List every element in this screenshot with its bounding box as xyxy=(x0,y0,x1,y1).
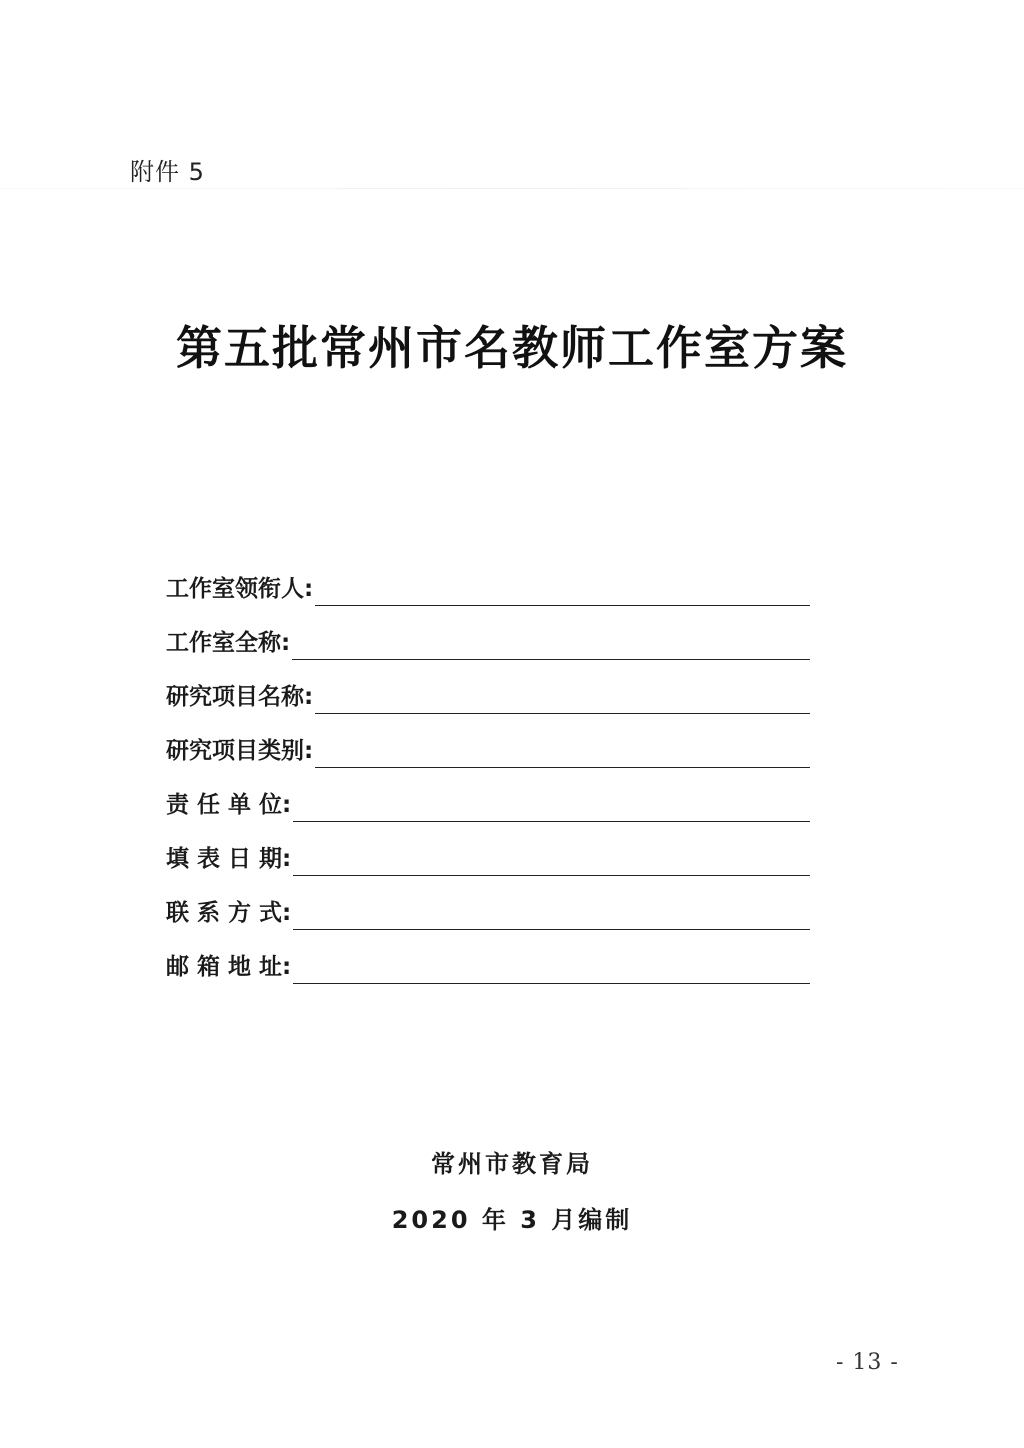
field-row-fill-date xyxy=(166,822,810,876)
field-blank-contact[interactable] xyxy=(293,899,810,930)
field-row-leader xyxy=(166,552,810,606)
field-label-contact: 联 系 方 式: xyxy=(166,900,292,926)
field-blank-full-name[interactable] xyxy=(292,629,810,660)
field-label-fill-date: 填 表 日 期: xyxy=(166,846,292,872)
field-label-project-category: 研究项目类别: xyxy=(166,738,314,764)
field-blank-email[interactable] xyxy=(293,953,810,984)
field-blank-responsible-unit[interactable] xyxy=(293,791,810,822)
field-row-project-name xyxy=(166,660,810,714)
field-blank-leader[interactable] xyxy=(315,575,810,606)
issuer-name: 常州市教育局 xyxy=(431,1150,593,1178)
page-number: - 13 - xyxy=(836,1350,899,1375)
attachment-label: 附件 5 xyxy=(130,158,205,186)
field-row-full-name xyxy=(166,606,810,660)
field-label-responsible-unit: 责 任 单 位: xyxy=(166,792,292,818)
field-row-contact xyxy=(166,876,810,930)
field-row-project-category xyxy=(166,714,810,768)
field-label-leader: 工作室领衔人: xyxy=(166,576,314,602)
document-title: 第五批常州市名教师工作室方案 xyxy=(176,321,848,375)
field-label-full-name: 工作室全称: xyxy=(166,630,291,656)
field-blank-project-name[interactable] xyxy=(315,683,810,714)
field-row-email xyxy=(166,930,810,984)
cover-form xyxy=(166,552,810,984)
field-row-responsible-unit xyxy=(166,768,810,822)
field-label-project-name: 研究项目名称: xyxy=(166,684,314,710)
field-label-email: 邮 箱 地 址: xyxy=(166,954,292,980)
field-blank-fill-date[interactable] xyxy=(293,845,810,876)
compiled-date: 2020 年 3 月编制 xyxy=(391,1206,633,1234)
scan-artifact-line xyxy=(0,188,1024,189)
field-blank-project-category[interactable] xyxy=(315,737,810,768)
